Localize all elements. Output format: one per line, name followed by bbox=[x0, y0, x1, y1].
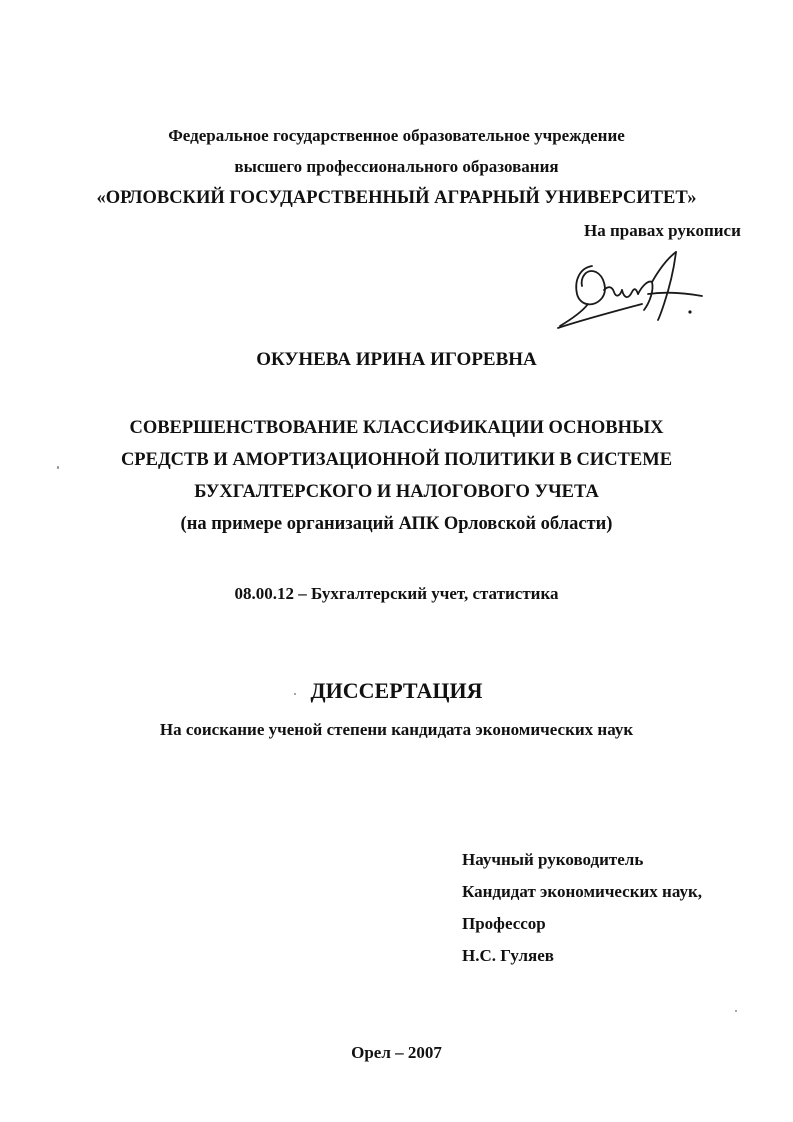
author-name: ОКУНЕВА ИРИНА ИГОРЕВНА bbox=[256, 349, 537, 370]
city-year: Орел – 2007 bbox=[351, 1043, 442, 1062]
author-signature bbox=[552, 246, 712, 332]
institution-type-line: Федеральное государственное образовательное учреждение bbox=[168, 126, 625, 145]
supervisor-degree: Кандидат экономических наук, bbox=[462, 882, 703, 901]
scan-speck bbox=[294, 693, 296, 695]
supervisor-role: Научный руководитель bbox=[462, 850, 644, 869]
scan-speck bbox=[57, 466, 59, 469]
manuscript-note: На правах рукописи bbox=[584, 221, 741, 240]
university-name: «ОРЛОВСКИЙ ГОСУДАРСТВЕННЫЙ АГРАРНЫЙ УНИВЕРСИТЕТ» bbox=[96, 188, 697, 208]
supervisor-rank: Профессор bbox=[462, 914, 546, 933]
title-line-3: БУХГАЛТЕРСКОГО И НАЛОГОВОГО УЧЕТА bbox=[194, 482, 599, 502]
education-level-line: высшего профессионального образования bbox=[234, 157, 559, 176]
document-type: ДИССЕРТАЦИЯ bbox=[310, 678, 483, 703]
degree-sought: На соискание ученой степени кандидата экономических наук bbox=[159, 720, 634, 739]
title-line-2: СРЕДСТВ И АМОРТИЗАЦИОННОЙ ПОЛИТИКИ В СИСТЕМЕ bbox=[120, 450, 673, 470]
scan-speck bbox=[735, 1010, 737, 1012]
supervisor-name: Н.С. Гуляев bbox=[462, 946, 554, 965]
title-line-1: СОВЕРШЕНСТВОВАНИЕ КЛАССИФИКАЦИИ ОСНОВНЫХ bbox=[129, 418, 664, 438]
specialty-code: 08.00.12 – Бухгалтерский учет, статистика bbox=[234, 584, 559, 603]
title-line-4: (на примере организаций АПК Орловской области) bbox=[180, 514, 613, 534]
